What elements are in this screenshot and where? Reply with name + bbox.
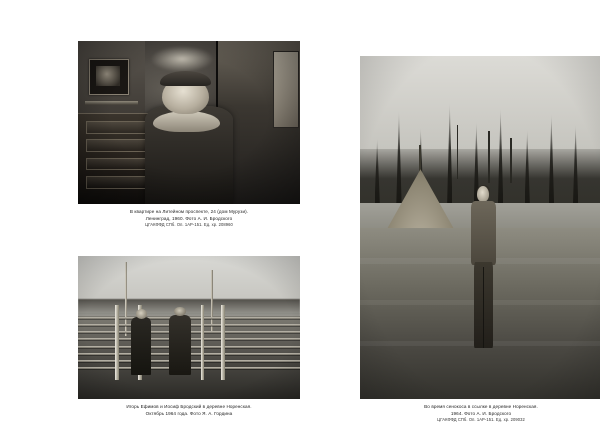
- photo-haymaking-norenskaya: [360, 56, 600, 399]
- caption-archive-ref: ЦГАКФФД СПб. Оп. 1АР-151. Ед. хр. 209032: [437, 417, 525, 423]
- caption-village: [78, 399, 300, 417]
- caption-line-2: Октябрь 1964 года. Фото Я. А. Гордина: [145, 411, 233, 417]
- figure-village: [78, 256, 300, 417]
- photo-vignette: [78, 41, 300, 204]
- photo-vignette: [360, 56, 600, 399]
- caption-line-1: Игорь Ефимов и Иосиф Бродский в деревне Норенская.: [126, 404, 252, 409]
- caption-line-2: Ленинград, 1960. Фото А. И. Бродского: [145, 216, 233, 222]
- caption-haymaking: [360, 399, 600, 424]
- photo-village-norenskaya: [78, 256, 300, 399]
- caption-apartment: [78, 204, 300, 229]
- caption-line-1: В квартире на Литейном проспекте, 24 (дом Мурузи).: [129, 209, 249, 214]
- figure-haymaking: [360, 56, 600, 424]
- photo-vignette: [78, 256, 300, 399]
- photo-apartment-liteiny: [78, 41, 300, 204]
- caption-line-1: Во время сенокоса в ссылке в деревне Норенская.: [424, 404, 538, 409]
- figure-apartment: [78, 41, 300, 229]
- caption-archive-ref: ЦГАКФФД СПб. Оп. 1АР-151. Ед. хр. 208960: [145, 222, 233, 228]
- caption-line-2: 1964. Фото А. И. Бродского: [450, 411, 512, 417]
